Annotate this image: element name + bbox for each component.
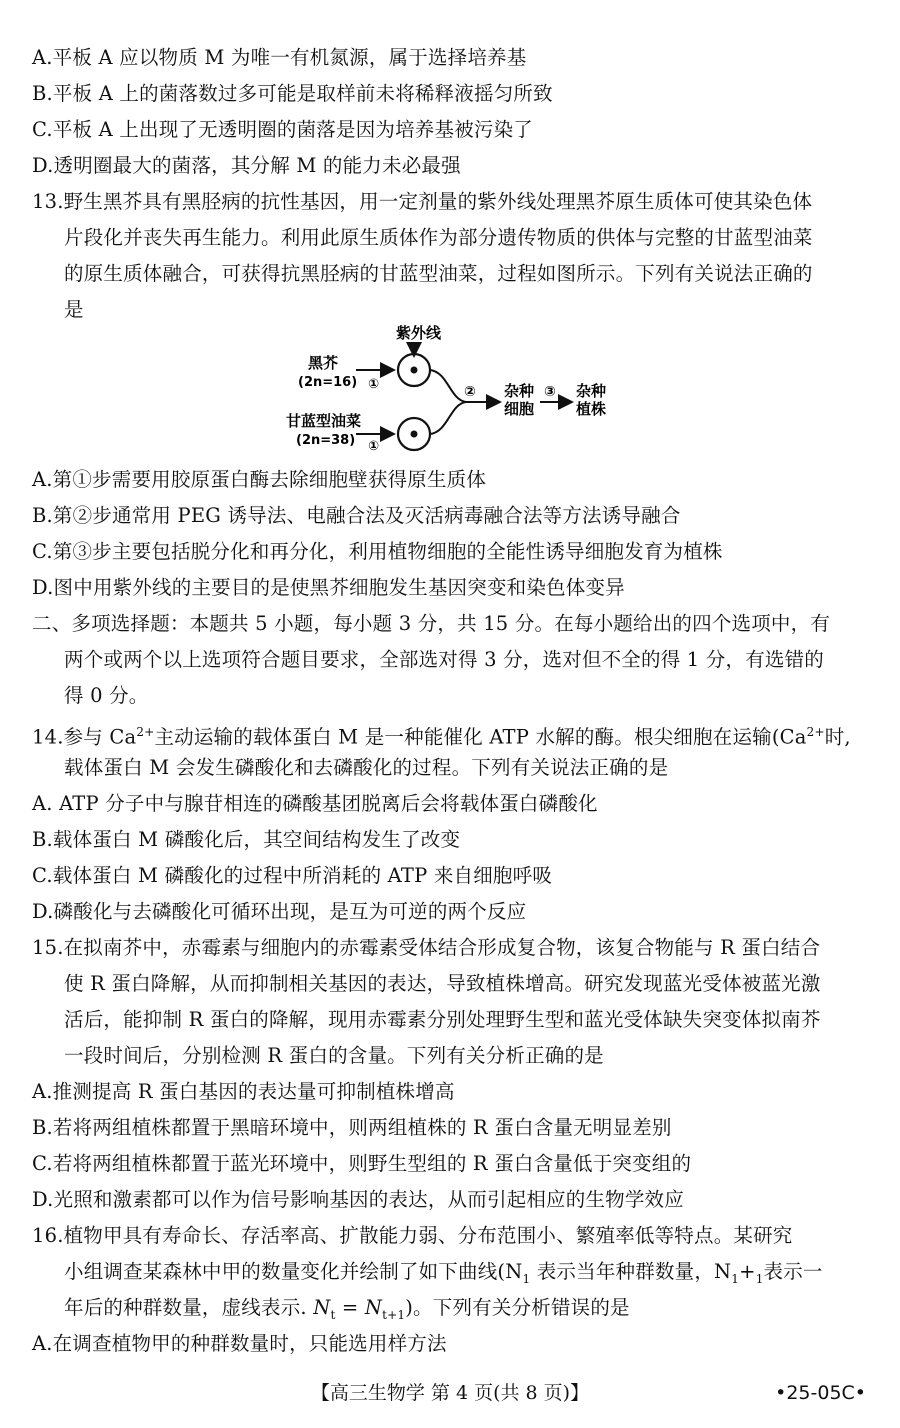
q14-stem-line-2: 载体蛋白 M 会发生磷酸化和去磷酸化的过程。下列有关说法正确的是 [64, 756, 669, 779]
uv-label: 紫外线 [396, 324, 442, 342]
q16-stem-line-2: 小组调查某森林中甲的数量变化并绘制了如下曲线($N_1$ 表示当年种群数量，$N_1+_1$表示一 [64, 1260, 823, 1286]
section2-heading-line-3: 得 0 分。 [64, 684, 149, 707]
q12-option-a: A.平板 A 应以物质 M 为唯一有机氮源，属于选择培养基 [32, 46, 527, 69]
q16-stem-line-3: 年后的种群数量，虚线表示. $N_t = N_{t+1}$)。下列有关分析错误的是 [64, 1296, 630, 1322]
q14-option-a: A. ATP 分子中与腺苷相连的磷酸基团脱离后会将载体蛋白磷酸化 [32, 792, 598, 815]
q15-stem-line-3: 活后，能抑制 R 蛋白的降解，现用赤霉素分别处理野生型和蓝光受体缺失突变体拟南芥 [64, 1008, 821, 1031]
plant2-chromosome: (2n=38) [296, 433, 356, 448]
hybrid-cell-label-1: 杂种 [504, 382, 535, 400]
q13-stem-line-1: 13.野生黑芥具有黑胫病的抗性基因，用一定剂量的紫外线处理黑芥原生质体可使其染色体 [32, 190, 813, 213]
plant1-chromosome: (2n=16) [298, 375, 358, 390]
q14-stem-line-1: 14.参与 $Ca^{2+}$主动运输的载体蛋白 M 是一种能催化 ATP 水解的酶。根尖细胞在运输($Ca^{2+}$时, [32, 725, 851, 749]
hybrid-cell-label-2: 细胞 [504, 400, 535, 418]
q15-stem-line-2: 使 R 蛋白降解，从而抑制相关基因的表达，导致植株增高。研究发现蓝光受体被蓝光激 [64, 972, 821, 995]
plant2-label: 甘蓝型油菜 [286, 412, 362, 430]
step3-label: ③ [544, 384, 556, 400]
q15-stem-line-1: 15.在拟南芥中，赤霉素与细胞内的赤霉素受体结合形成复合物，该复合物能与 R 蛋白结合 [32, 936, 821, 959]
q14-option-d: D.磷酸化与去磷酸化可循环出现，是互为可逆的两个反应 [32, 900, 527, 923]
plant1-label: 黑芥 [308, 354, 339, 372]
q12-option-d: D.透明圈最大的菌落，其分解 M 的能力未必最强 [32, 154, 461, 177]
q15-option-d: D.光照和激素都可以作为信号影响基因的表达，从而引起相应的生物学效应 [32, 1188, 684, 1211]
q13-option-b: B.第②步通常用 PEG 诱导法、电融合法及灭活病毒融合法等方法诱导融合 [32, 504, 681, 527]
q15-option-a: A.推测提高 R 蛋白基因的表达量可抑制植株增高 [32, 1080, 455, 1103]
q12-option-c: C.平板 A 上出现了无透明圈的菌落是因为培养基被污染了 [32, 118, 534, 141]
hybrid-plant-label-1: 杂种 [576, 382, 607, 400]
q13-stem-line-4: 是 [64, 298, 84, 321]
q14-option-c: C.载体蛋白 M 磷酸化的过程中所消耗的 ATP 来自细胞呼吸 [32, 864, 553, 887]
section2-heading-line-1: 二、多项选择题：本题共 5 小题，每小题 3 分，共 15 分。在每小题给出的四个选项中，有 [32, 612, 831, 635]
step1-top: ① [368, 377, 380, 392]
page-number: 【高三生物学 第 4 页(共 8 页)】 [310, 1382, 590, 1404]
q15-stem-line-4: 一段时间后，分别检测 R 蛋白的含量。下列有关分析正确的是 [64, 1044, 604, 1067]
protoplast-fusion-diagram [278, 322, 638, 462]
q13-stem-line-3: 的原生质体融合，可获得抗黑胫病的甘蓝型油菜，过程如图所示。下列有关说法正确的 [64, 262, 813, 285]
q13-stem-line-2: 片段化并丧失再生能力。利用此原生质体作为部分遗传物质的供体与完整的甘蓝型油菜 [64, 226, 813, 249]
q13-option-d: D.图中用紫外线的主要目的是使黑芥细胞发生基因突变和染色体变异 [32, 576, 625, 599]
q16-stem-line-1: 16.植物甲具有寿命长、存活率高、扩散能力弱、分布范围小、繁殖率低等特点。某研究 [32, 1224, 793, 1247]
q16-option-a: A.在调查植物甲的种群数量时，只能选用样方法 [32, 1332, 447, 1355]
section2-heading-line-2: 两个或两个以上选项符合题目要求，全部选对得 3 分，选对但不全的得 1 分，有选错的 [64, 648, 825, 671]
q12-option-b: B.平板 A 上的菌落数过多可能是取样前未将稀释液摇匀所致 [32, 82, 553, 105]
q13-option-a: A.第①步需要用胶原蛋白酶去除细胞壁获得原生质体 [32, 468, 487, 491]
exam-code: •25-05C• [775, 1382, 866, 1404]
q15-option-c: C.若将两组植株都置于蓝光环境中，则野生型组的 R 蛋白含量低于突变组的 [32, 1152, 692, 1175]
q14-option-b: B.载体蛋白 M 磷酸化后，其空间结构发生了改变 [32, 828, 461, 851]
hybrid-plant-label-2: 植株 [576, 400, 607, 418]
q13-option-c: C.第③步主要包括脱分化和再分化，利用植物细胞的全能性诱导细胞发育为植株 [32, 540, 723, 563]
q15-option-b: B.若将两组植株都置于黑暗环境中，则两组植株的 R 蛋白含量无明显差别 [32, 1116, 672, 1139]
step2-label: ② [464, 384, 476, 400]
step1-bottom: ① [368, 439, 380, 454]
